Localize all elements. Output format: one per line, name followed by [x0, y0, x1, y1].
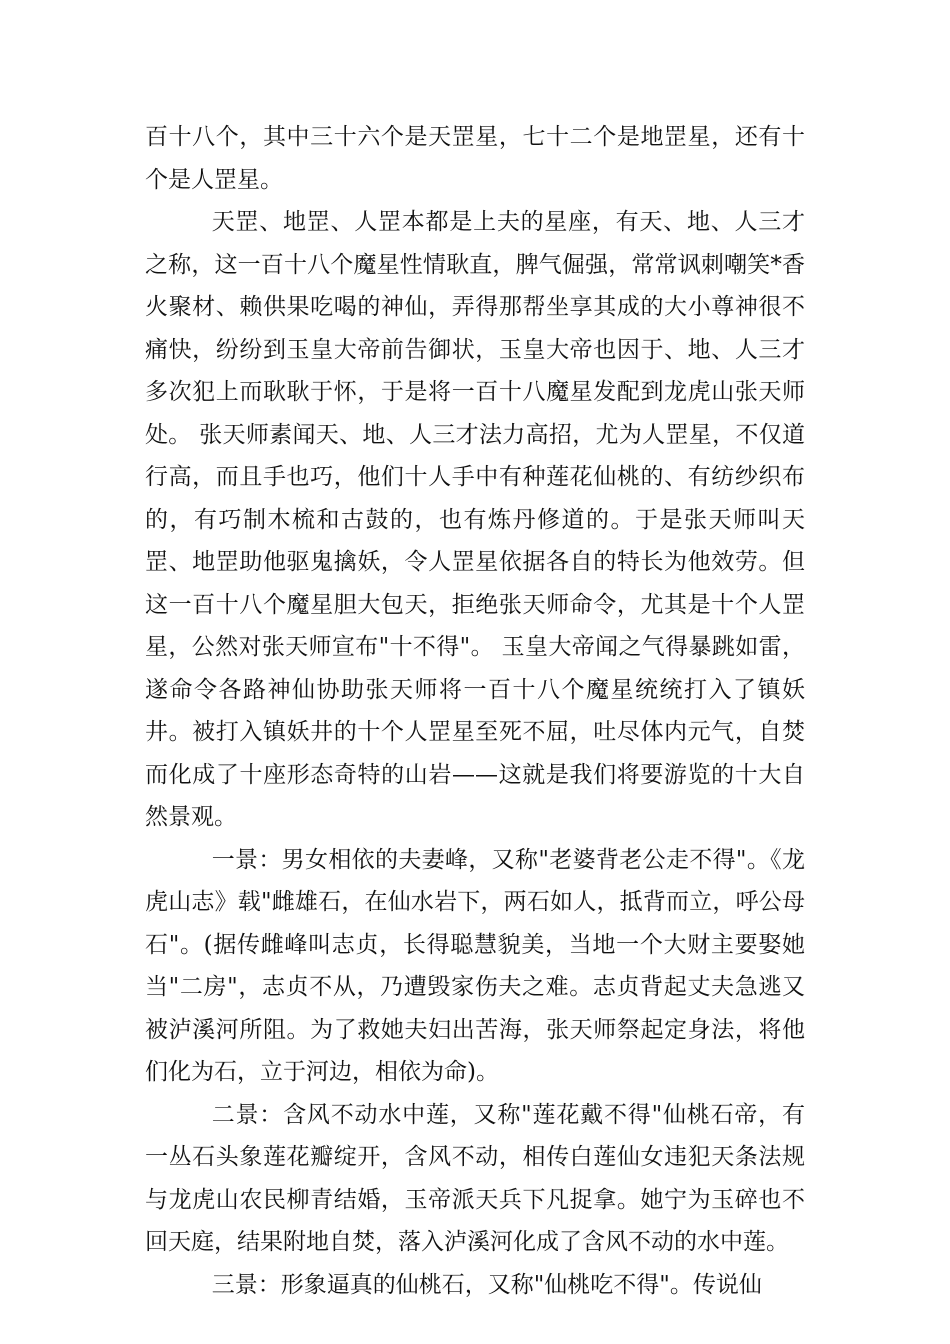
document-body [145, 116, 805, 1306]
paragraph-three-talents-legend: 天罡、地罡、人罡本都是上夫的星座，有天、地、人三才之称，这一百十八个魔星性情耿直，脾气倔强，常常讽刺嘲笑*香火聚材、赖供果吃喝的神仙，弄得那帮坐享其成的大小尊神很不痛快，纷纷到玉皇大帝前告御状，玉皇大帝也因于、地、人三才多次犯上而耿耿于怀，于是将一百十八魔星发配到龙虎山张天师处。 张天师素闻天、地、人三才法力高招，尤为人罡星，不仅道行高，而且手也巧，他们十人手中有种莲花仙桃的、有纺纱织布的，有巧制木梳和古鼓的，也有炼丹修道的。于是张天师叫天罡、地罡助他驱鬼擒妖，令人罡星依据各自的特长为他效劳。但这一百十八个魔星胆大包天，拒绝张天师命令，尤其是十个人罡星，公然对张天师宣布"十不得"。 玉皇大帝闻之气得暴跳如雷，遂命令各路神仙协助张天师将一百十八个魔星统统打入了镇妖井。被打入镇妖井的十个人罡星至死不屈，吐尽体内元气，自焚而化成了十座形态奇特的山岩——这就是我们将要游览的十大自然景观。 [145, 209, 805, 830]
paragraph-continuation: 百十八个，其中三十六个是天罡星，七十二个是地罡星，还有十个是人罡星。 [145, 124, 805, 193]
paragraph-scene-two: 二景：含风不动水中莲，又称"莲花戴不得"仙桃石帝，有一丛石头象莲花瓣绽开，含风不动，相传白莲仙女违犯天条法规与龙虎山农民柳青结婚，玉帝派天兵下凡捉拿。她宁为玉碎也不回天庭，结果附地自焚，落入泸溪河化成了含风不动的水中莲。 [145, 1101, 805, 1255]
paragraph-scene-three: 三景：形象逼真的仙桃石，又称"仙桃吃不得"。传说仙 [211, 1271, 762, 1298]
paragraph-scene-one: 一景：男女相依的夫妻峰，又称"老婆背老公走不得"。《龙虎山志》载"雌雄石，在仙水岩下，两石如人，抵背而立，呼公母石"。(据传雌峰叫志贞，长得聪慧貌美，当地一个大财主要娶她当"二房"，志贞不从，乃遭毁家伤夫之难。志贞背起丈夫急逃又被泸溪河所阻。为了救她夫妇出苦海，张天师祭起定身法，将他们化为石，立于河边，相依为命)。 [145, 846, 805, 1085]
